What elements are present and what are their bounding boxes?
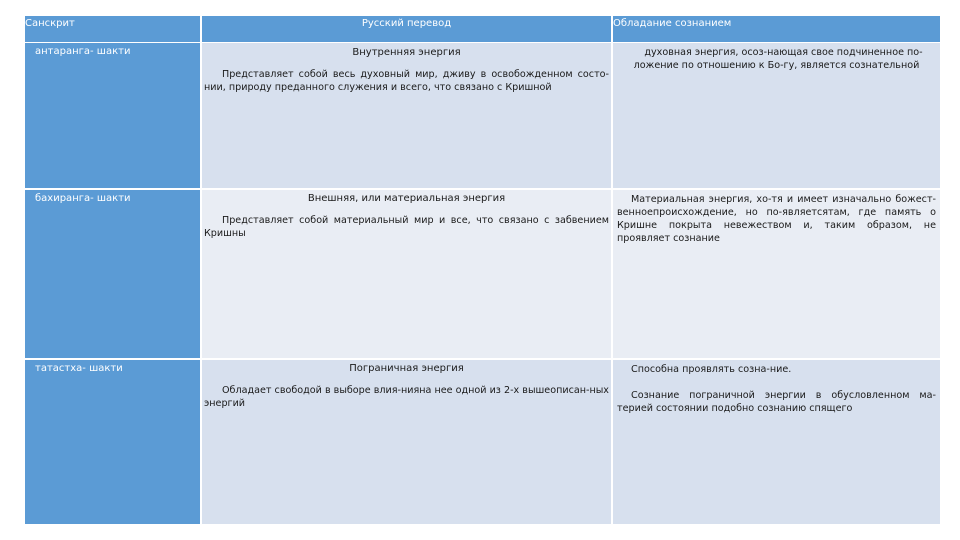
row3-description: Обладает свободой в выборе влия-нияна нее одной из 2-х вышеописан-ных энергий bbox=[204, 385, 609, 409]
header-consciousness bbox=[613, 16, 940, 42]
row1-description: Представляет собой весь духовный мир, дживу в освобожденном состо-нии, природу преданного служения и всего, что связано с Кришной bbox=[204, 69, 609, 93]
row1-consciousness-text: духовная энергия, осоз-нающая свое подчиненное по-ложение по отношению к Бо-гу, является сознательной bbox=[633, 47, 923, 71]
row1-sanskrit bbox=[25, 43, 200, 188]
row3-consciousness-text-1: Способна проявлять созна-ние. bbox=[631, 364, 792, 375]
row2-consciousness-text: Материальная энергия, хо-тя и имеет изначально божест-венноепроисхождение, но по-являетсятам, где память о Кришне покрыта невежеством и, таким образом, не проявляет сознание bbox=[617, 194, 936, 244]
row3-sanskrit-text: татастха- шакти bbox=[35, 363, 123, 374]
row2-consciousness bbox=[613, 190, 940, 358]
row1-title: Внутренняя энергия bbox=[352, 47, 461, 58]
header-consciousness-label: Обладание сознанием bbox=[613, 18, 732, 29]
row2-sanskrit bbox=[25, 190, 200, 358]
row1-translation bbox=[202, 43, 611, 188]
row1-consciousness bbox=[613, 43, 940, 188]
row3-sanskrit bbox=[25, 360, 200, 524]
row3-translation bbox=[202, 360, 611, 524]
header-russian-label: Русский перевод bbox=[361, 18, 452, 29]
row3-consciousness-text-2: Сознание пограничной энергии в обусловленном ма-терией состоянии подобно сознанию спящего bbox=[617, 390, 936, 414]
row2-title: Внешняя, или материальная энергия bbox=[307, 193, 506, 204]
energy-table bbox=[25, 16, 940, 524]
header-sanskrit-label: Санскрит bbox=[25, 18, 75, 29]
row2-description: Представляет собой материальный мир и все, что связано с забвением Кришны bbox=[204, 215, 609, 239]
row2-sanskrit-text: бахиранга- шакти bbox=[35, 193, 131, 204]
row2-translation bbox=[202, 190, 611, 358]
row3-spacer bbox=[613, 376, 940, 386]
row3-title: Пограничная энергия bbox=[349, 363, 464, 374]
row1-sanskrit-text: антаранга- шакти bbox=[35, 46, 131, 57]
header-sanskrit bbox=[25, 16, 200, 42]
row3-consciousness bbox=[613, 360, 940, 524]
header-russian bbox=[202, 16, 611, 42]
